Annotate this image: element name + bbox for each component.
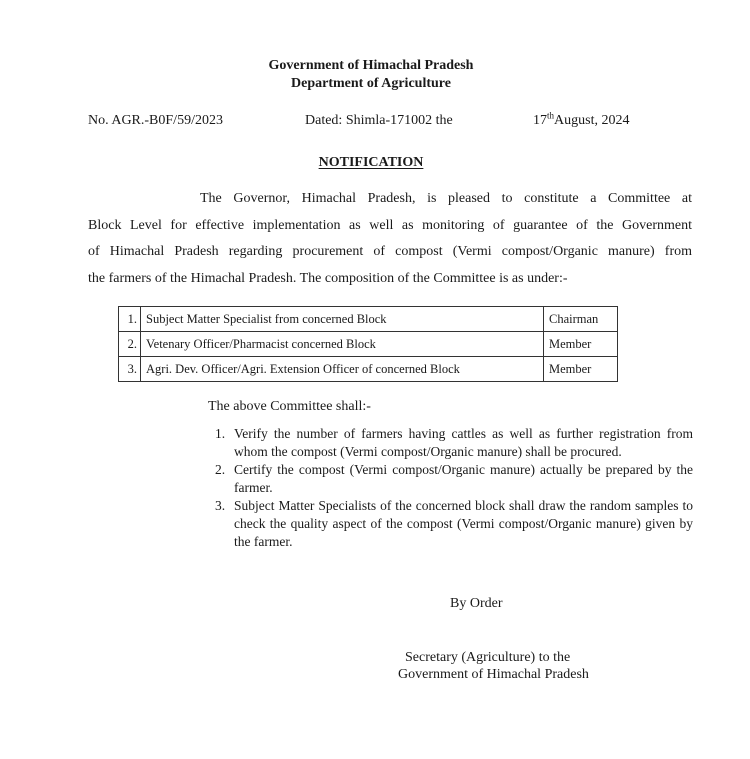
- paragraph-line: of Himachal Pradesh regarding procurement of compost (Vermi compost/Organic manure) from: [88, 244, 692, 259]
- duty-number: 2.: [215, 462, 226, 477]
- notification-paragraph: [88, 186, 692, 292]
- reference-day: 17: [533, 113, 547, 128]
- by-order: By Order: [450, 596, 503, 611]
- reference-date: [533, 112, 629, 130]
- member-role: Member: [544, 357, 618, 382]
- duty-text: Certify the compost (Vermi compost/Organic manure) actually be prepared by the farmer.: [234, 462, 693, 495]
- reference-month-year: August, 2024: [554, 113, 630, 128]
- notification-title: [0, 154, 742, 172]
- table-row: [119, 357, 618, 382]
- header-department: Department of Agriculture: [291, 76, 451, 91]
- committee-table: [118, 306, 618, 382]
- member-role: Member: [544, 332, 618, 357]
- member-designation: Subject Matter Specialist from concerned Block: [141, 307, 544, 332]
- row-number: 1.: [119, 307, 141, 332]
- duty-number: 1.: [215, 426, 226, 441]
- member-role: Chairman: [544, 307, 618, 332]
- duties-intro: The above Committee shall:-: [208, 399, 371, 414]
- duties-list: [215, 425, 693, 551]
- reference-dated: Dated: Shimla-171002 the: [305, 113, 453, 128]
- duty-number: 3.: [215, 498, 226, 513]
- department-header: [0, 57, 742, 93]
- signatory-office: Government of Himachal Pradesh: [398, 667, 589, 682]
- reference-day-suffix: th: [547, 110, 555, 121]
- duty-text: Verify the number of farmers having cattles as well as further registration from whom the compost (Vermi compost/Organic manure) shall be procured.: [234, 426, 693, 459]
- paragraph-line: Block Level for effective implementation as well as monitoring of guarantee of the Government: [88, 217, 692, 233]
- list-item: [215, 497, 693, 551]
- row-number: 3.: [119, 357, 141, 382]
- list-item: [215, 461, 693, 497]
- table-row: [119, 332, 618, 357]
- list-item: [215, 425, 693, 461]
- duty-text: Subject Matter Specialists of the concerned block shall draw the random samples to check the quality aspect of the compost (Vermi compost/Organic manure) given by the farmer.: [234, 498, 693, 549]
- reference-number: No. AGR.-B0F/59/2023: [88, 113, 223, 128]
- paragraph-line: the farmers of the Himachal Pradesh. The composition of the Committee is as under:-: [88, 270, 568, 286]
- paragraph-line: The Governor, Himachal Pradesh, is pleased to constitute a Committee at: [200, 191, 692, 206]
- member-designation: Agri. Dev. Officer/Agri. Extension Officer of concerned Block: [141, 357, 544, 382]
- table-row: [119, 307, 618, 332]
- signatory-title: Secretary (Agriculture) to the: [405, 650, 571, 665]
- member-designation: Vetenary Officer/Pharmacist concerned Block: [141, 332, 544, 357]
- notification-title-text: NOTIFICATION: [318, 155, 424, 170]
- header-government: Government of Himachal Pradesh: [268, 58, 474, 73]
- row-number: 2.: [119, 332, 141, 357]
